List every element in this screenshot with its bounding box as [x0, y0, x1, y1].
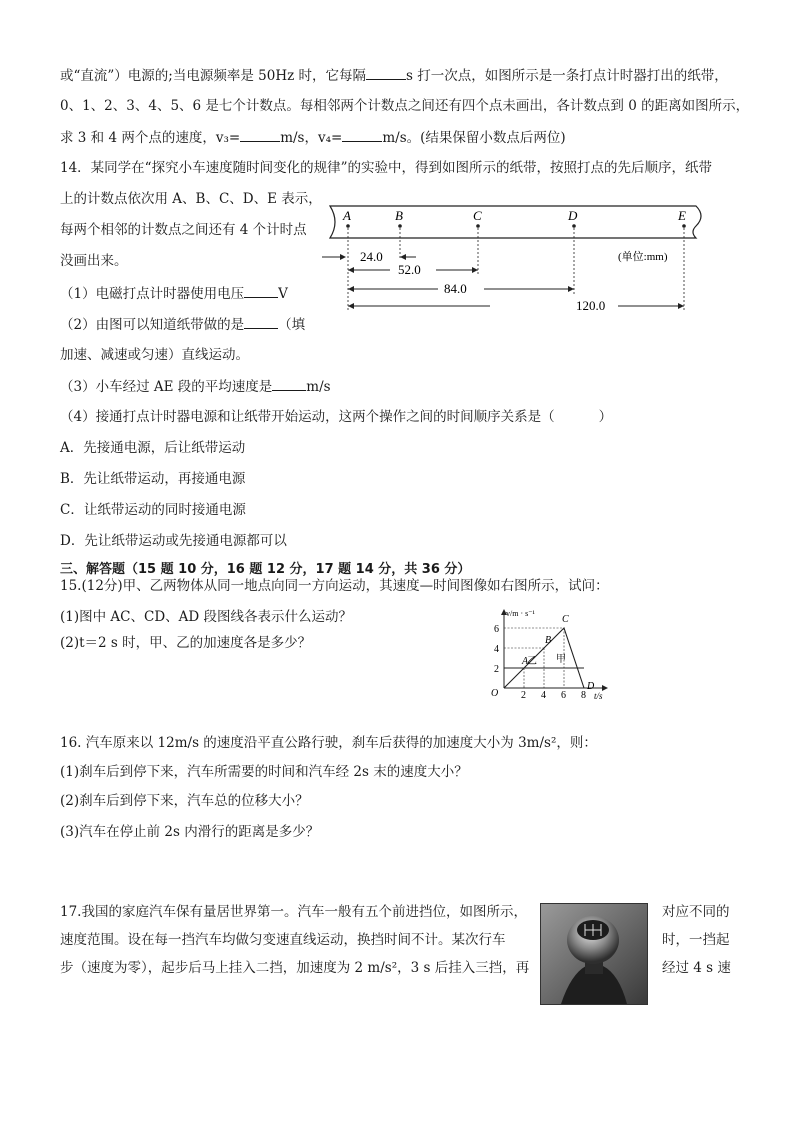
q16-sub3: (3)汽车在停止前 2s 内滑行的距离是多少？	[60, 824, 320, 840]
q17-line1b: 对应不同的	[662, 904, 730, 920]
q14-text: V	[278, 286, 288, 302]
q14-sub2-cont: 加速、减速或匀速）直线运动。	[60, 347, 249, 363]
q15-sub1: (1)图中 AC、CD、AD 段图线各表示什么运动？	[60, 609, 353, 625]
q13-text: m/s。(结果保留小数点后两位)	[382, 130, 566, 146]
q14-text: （4）接通打点计时器电源和让纸带开始运动，这两个操作之间的时间顺序关系是（	[60, 409, 555, 425]
series-label-yi: 乙	[527, 656, 537, 667]
q17-line1a: 17.我国的家庭汽车保有量居世界第一。汽车一般有五个前进挡位，如图所示，	[60, 904, 527, 920]
point-label-c: C	[562, 614, 569, 625]
x-tick-label: 6	[561, 690, 566, 700]
tape-point	[398, 224, 402, 228]
point-label-a: A	[343, 208, 351, 223]
q13-text: 或“直流”）电源的;当电源频率是 50Hz 时，它每隔	[60, 68, 366, 84]
y-tick-label: 6	[494, 624, 499, 635]
origin-label: O	[491, 688, 499, 699]
q13-line3	[60, 127, 566, 148]
q14-text: （3）小车经过 AE 段的平均速度是	[60, 379, 273, 395]
gear-shifter-photo	[540, 903, 648, 1005]
q14-text: m/s	[306, 379, 331, 395]
q14-intro: 上的计数点依次用 A、B、C、D、E 表示，	[60, 191, 322, 207]
q14-option-c[interactable]: C．让纸带运动的同时接通电源	[60, 502, 246, 518]
section-header: 三、解答题（15 题 10 分，16 题 12 分，17 题 14 分，共 36 分）	[60, 562, 471, 577]
dim-label-ad: 84.0	[444, 281, 467, 296]
tape-point	[572, 224, 576, 228]
q14-option-b[interactable]: B．先让纸带运动，再接通电源	[60, 471, 246, 487]
q15-intro: 15.(12分)甲、乙两物体从同一地点向同一方向运动，其速度—时间图像如右图所示，试问：	[60, 578, 609, 594]
q14-text: ）	[598, 409, 613, 425]
answer-blank[interactable]	[272, 376, 306, 391]
series-lines	[504, 628, 584, 688]
q13-text: m/s，v₄=	[280, 130, 343, 146]
tick-labels	[494, 624, 586, 700]
point-label-d: D	[568, 208, 578, 223]
x-tick-label: 2	[521, 690, 526, 700]
paper-tape-diagram	[318, 200, 710, 320]
q16-intro: 16. 汽车原来以 12m/s 的速度沿平直公路行驶，刹车后获得的加速度大小为 3m/s²，则：	[60, 735, 597, 751]
answer-blank[interactable]	[244, 314, 278, 329]
q14-sub3	[60, 376, 331, 397]
q17-line3b: 经过 4 s 速	[662, 960, 731, 976]
y-tick-label: 2	[494, 664, 499, 675]
q17-line3a: 步（速度为零），起步后马上挂入二挡，加速度为 2 m/s²，3 s 后挂入三挡，再	[60, 960, 530, 976]
dim-label-ab: 24.0	[360, 249, 383, 264]
answer-blank[interactable]	[240, 127, 280, 142]
x-axis-label: t/s	[594, 691, 603, 700]
answer-blank[interactable]	[244, 283, 278, 298]
dim-label-ac: 52.0	[398, 262, 421, 277]
q15-sub2: (2)t＝2 s 时，甲、乙的加速度各是多少？	[60, 635, 312, 651]
q14-option-a[interactable]: A．先接通电源，后让纸带运动	[60, 440, 246, 456]
y-axis-label: v/m · s⁻¹	[506, 609, 535, 618]
series-line-yi	[504, 628, 584, 688]
q13-line1	[60, 65, 728, 86]
q14-intro: 14．某同学在“探究小车速度随时间变化的规律”的实验中，得到如图所示的纸带，按照打点的先后顺序，纸带	[60, 160, 712, 176]
dim-label-ae: 120.0	[576, 298, 606, 313]
x-axis-arrow	[602, 685, 608, 691]
point-label-e: E	[678, 208, 686, 223]
x-tick-label: 8	[581, 690, 586, 700]
q14-text: （1）电磁打点计时器使用电压	[60, 286, 245, 302]
answer-blank[interactable]	[366, 65, 406, 80]
q14-sub1	[60, 283, 288, 304]
point-label-b: B	[545, 635, 552, 646]
q17-line2a: 速度范围。设在每一挡汽车均做匀变速直线运动，换挡时间不计。某次行车	[60, 932, 506, 948]
paper-tape	[330, 206, 701, 238]
gear-shifter-image	[541, 904, 647, 1004]
point-label-d: D	[587, 681, 595, 692]
tape-point	[682, 224, 686, 228]
x-tick-label: 4	[541, 690, 546, 700]
point-label-a: A	[522, 656, 529, 667]
velocity-time-chart	[484, 604, 614, 700]
q14-option-d[interactable]: D．先让纸带运动或先接通电源都可以	[60, 533, 287, 549]
point-label-c: C	[473, 208, 482, 223]
point-label-b: B	[395, 208, 403, 223]
q16-sub2: (2)刹车后到停下来，汽车总的位移大小？	[60, 793, 309, 809]
answer-blank[interactable]	[342, 127, 382, 142]
q14-text: （填	[278, 317, 306, 333]
q14-intro: 没画出来。	[60, 253, 128, 269]
q13-text: 求 3 和 4 两个点的速度，v₃=	[60, 130, 241, 146]
q13-line2: 0、1、2、3、4、5、6 是七个计数点。每相邻两个计数点之间还有四个点未画出，各计数点到 0 的距离如图所示，	[60, 98, 750, 114]
q14-sub2	[60, 314, 305, 335]
q16-sub1: (1)刹车后到停下来，汽车所需要的时间和汽车经 2s 末的速度大小？	[60, 764, 468, 780]
tape-unit: (单位:mm)	[618, 251, 668, 263]
series-label-jia: 甲	[556, 654, 566, 665]
y-tick-label: 4	[494, 644, 499, 655]
tape-point	[346, 224, 350, 228]
q13-text: s 打一次点，如图所示是一条打点计时器打出的纸带，	[406, 68, 728, 84]
tape-point	[476, 224, 480, 228]
q17-line2b: 时，一挡起	[662, 932, 730, 948]
q14-sub4	[60, 407, 612, 427]
point-labels	[521, 614, 595, 692]
q14-text: （2）由图可以知道纸带做的是	[60, 317, 245, 333]
q14-intro: 每两个相邻的计数点之间还有 4 个计时点	[60, 222, 307, 238]
